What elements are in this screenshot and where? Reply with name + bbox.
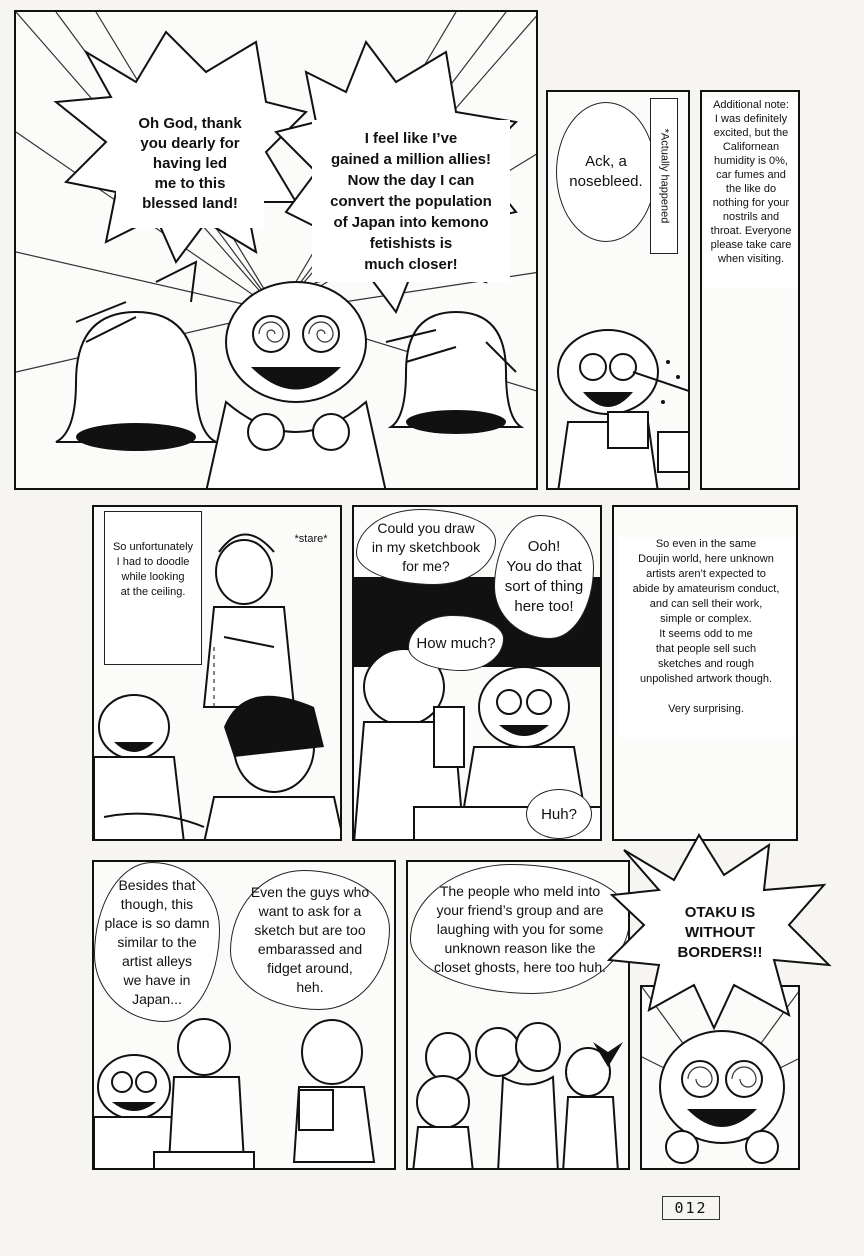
bearded-man <box>204 696 342 841</box>
speech-bubble-thanks: Oh God, thank you dearly for having led me to this blessed land! <box>116 100 264 228</box>
panel-nosebleed <box>546 90 690 490</box>
speech-bubble-huh: Huh? <box>526 789 592 839</box>
bell-left-icon <box>56 312 216 451</box>
otaku-character <box>206 282 386 490</box>
panel-doujin-note <box>612 505 798 841</box>
drawing-otaku <box>94 695 184 841</box>
sfx-stare: *stare* <box>294 533 328 545</box>
note-actually-happened-text: *Actually happened <box>658 128 671 224</box>
bell-right-icon <box>391 312 521 434</box>
friend-arms-crossed <box>169 1019 244 1162</box>
caption-ceiling: So unfortunately I had to doodle while looking at the ceiling. <box>104 511 202 665</box>
speech-bubble-how-much: How much? <box>408 615 504 671</box>
speech-bubble-allies: I feel like I’ve gained a million allies! Now the day I can convert the population of Japan into kemono fetishists is much closer! <box>312 120 510 282</box>
panel-stare <box>92 505 342 841</box>
otaku-closeup-character <box>660 1031 784 1163</box>
standing-man <box>204 535 294 708</box>
speech-bubble-nosebleed: Ack, a nosebleed. <box>556 102 656 242</box>
speech-bubble-ooh: Ooh! You do that sort of thing here too! <box>494 515 594 639</box>
otaku-sketch-character <box>464 667 584 807</box>
page-number: 012 <box>662 1196 720 1220</box>
speech-bubble-guys: Even the guys who want to ask for a sketch but are too embarassed and fidget around, heh. <box>230 870 390 1010</box>
panel-closet-ghosts <box>406 860 630 1170</box>
panel-artist-alley <box>92 860 396 1170</box>
speech-bubble-otaku: OTAKU IS WITHOUT BORDERS!! <box>677 904 763 961</box>
otaku-nosebleed-character <box>558 330 658 490</box>
fidgeting-guy <box>294 1020 374 1162</box>
note-doujin: So even in the same Doujin world, here unknown artists aren’t expected to abide by amateurism conduct, and can sell their work, simple or complex. It seems odd to me that people sell such sketches and rough unpolished artwork though. Very surprising. <box>618 537 794 737</box>
panel-humidity-note <box>700 90 800 490</box>
note-actually-happened <box>650 98 678 254</box>
speech-bubble-besides: Besides that though, this place is so damn similar to the artist alleys we have in Japan... <box>94 862 220 1022</box>
panel-celebration <box>14 10 538 490</box>
speech-bubble-meld: The people who meld into your friend’s group and are laughing with you for some unknown reason like the closet ghosts, here too huh. <box>410 864 630 994</box>
otaku-back-view <box>413 1076 473 1170</box>
speech-bubble-draw: Could you draw in my sketchbook for me? <box>356 509 496 585</box>
panel-sketch-request <box>352 505 602 841</box>
note-humidity: Additional note: I was definitely excited, but the Californean humidity is 0%, car fumes and the like do nothing for your nostrils and throat. Everyone please take care when visiting. <box>704 98 798 288</box>
